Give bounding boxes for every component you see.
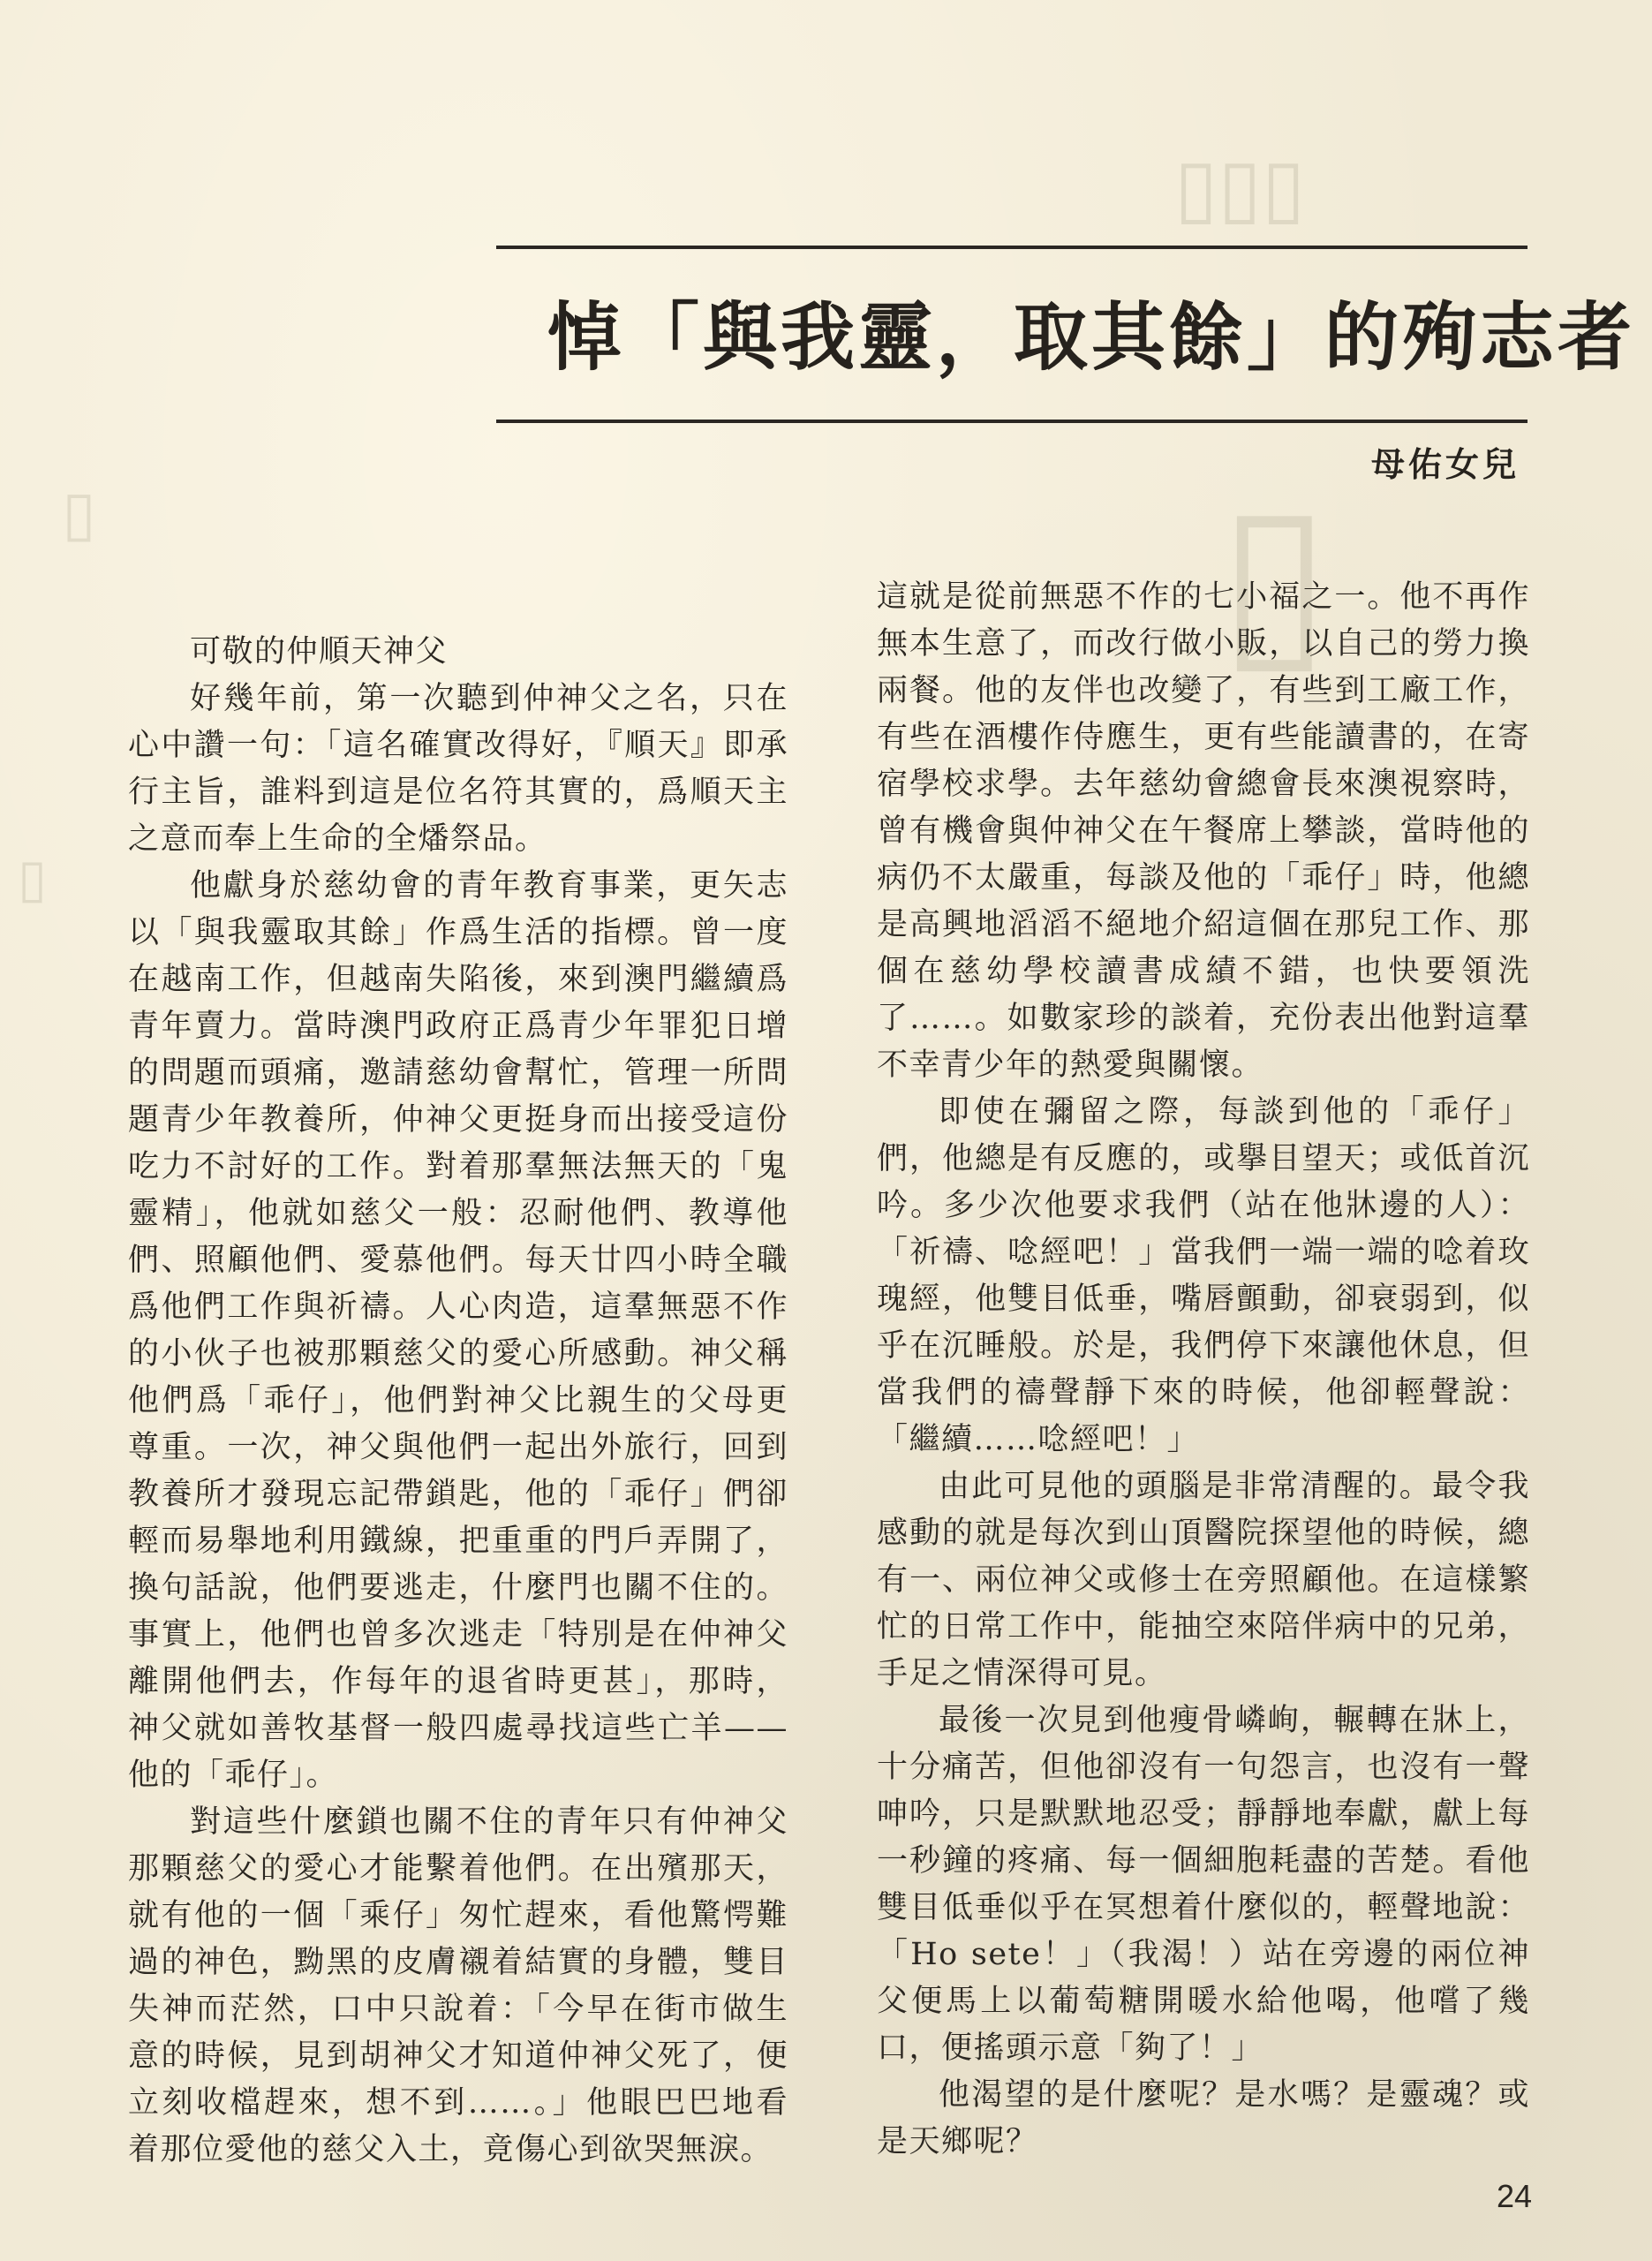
- article-author: 母佑女兒: [1370, 445, 1520, 484]
- title-rule-bottom: [496, 420, 1528, 423]
- right-column: [877, 574, 1530, 2166]
- paragraph: 對這些什麼鎖也關不住的青年只有仲神父那顆慈父的愛心才能繫着他們。在出殯那天，就有他的一個「乘仔」匆忙趕來，看他驚愕難過的神色，黝黑的皮膚襯着結實的身體，雙目失神而茫然，口中只說着：「今早在街市做生意的時候，見到胡神父才知道仲神父死了，便立刻收檔趕來，想不到……。」他眼巴巴地看着那位愛他的慈父入土，竟傷心到欲哭無淚。: [128, 1804, 788, 2167]
- left-column: [128, 629, 788, 2174]
- show-through-decoration: ▯: [18, 848, 48, 910]
- salutation: 可敬的仲順天神父: [190, 634, 449, 669]
- paragraph: 即使在彌留之際，每談到他的「乖仔」們，他總是有反應的，或擧目望天；或低首沉吟。多少次他要求我們（站在他牀邊的人）：「祈禱、唸經吧！」當我們一端一端的唸着玫瑰經，他雙目低垂，嘴唇顫動，卻衰弱到，似乎在沉睡般。於是，我們停下來讓他休息，但當我們的禱聲靜下來的時候，他卻輕聲說：「繼續……唸經吧！」: [877, 1094, 1530, 1457]
- paragraph: 他渴望的是什麼呢？是水嗎？是靈魂？或是天鄉呢？: [877, 2077, 1530, 2159]
- show-through-decoration: ▯: [1218, 459, 1331, 695]
- page-number: 24: [1497, 2178, 1533, 2214]
- paragraph-continued: 這就是從前無惡不作的七小福之一。他不再作無本生意了，而改行做小販，以自己的勞力換兩餐。他的友伴也改變了，有些到工廠工作，有些在酒樓作侍應生，更有些能讀書的，在寄宿學校求學。去年慈幼會總會長來澳視察時，曾有機會與仲神父在午餐席上攀談，當時他的病仍不太嚴重，每談及他的「乖仔」時，他總是高興地滔滔不絕地介紹這個在那兒工作、那個在慈幼學校讀書成績不錯，也快要領洗了……。如數家珍的談着，充份表出他對這羣不幸青少年的熱愛與關懷。: [877, 579, 1530, 1083]
- paragraph: 好幾年前，第一次聽到仲神父之名，只在心中讚一句：「這名確實改得好，『順天』即承行主旨，誰料到這是位名符其實的，爲順天主之意而奉上生命的全燔祭品。: [128, 681, 788, 857]
- title-rule-top: [496, 246, 1528, 249]
- show-through-decoration: ▯: [62, 477, 96, 549]
- article-title: 悼「與我靈，取其餘」的殉志者: [547, 294, 1636, 381]
- paragraph: 他獻身於慈幼會的青年教育事業，更矢志以「與我靈取其餘」作爲生活的指標。曾一度在越南工作，但越南失陷後，來到澳門繼續爲青年賣力。當時澳門政府正爲青少年罪犯日增的問題而頭痛，邀請慈幼會幫忙，管理一所問題青少年教養所，仲神父更挺身而出接受這份吃力不討好的工作。對着那羣無法無天的「鬼靈精」，他就如慈父一般：忍耐他們、教導他們、照顧他們、愛慕他們。每天廿四小時全職爲他們工作與祈禱。人心肉造，這羣無惡不作的小伙子也被那顆慈父的愛心所感動。神父稱他們爲「乖仔」，他們對神父比親生的父母更尊重。一次，神父與他們一起出外旅行，回到教養所才發現忘記帶鎖匙，他的「乖仔」們卻輕而易舉地利用鐵線，把重重的門戶弄開了，換句話說，他們要逃走，什麼門也關不住的。事實上，他們也曾多次逃走「特別是在仲神父離開他們去，作每年的退省時更甚」，那時，神父就如善牧基督一般四處尋找這些亡羊——他的「乖仔」。: [128, 868, 788, 1793]
- paragraph: 由此可見他的頭腦是非常清醒的。最令我感動的就是每次到山頂醫院探望他的時候，總有一、兩位神父或修士在旁照顧他。在這樣繁忙的日常工作中，能抽空來陪伴病中的兄弟，手足之情深得可見。: [877, 1469, 1530, 1691]
- paragraph: 最後一次見到他瘦骨嶙峋，輾轉在牀上，十分痛苦，但他卻沒有一句怨言，也沒有一聲呻吟，只是默默地忍受；靜靜地奉獻，獻上每一秒鐘的疼痛、每一個細胞耗盡的苦楚。看他雙目低垂似乎在冥想着什麼似的，輕聲地說：「Ho sete！」（我渴！）站在旁邊的兩位神父便馬上以葡萄糖開暖水給他喝，他嚐了幾口，便搖頭示意「夠了！」: [877, 1703, 1530, 2066]
- show-through-decoration: ▯▯▯: [1174, 141, 1306, 234]
